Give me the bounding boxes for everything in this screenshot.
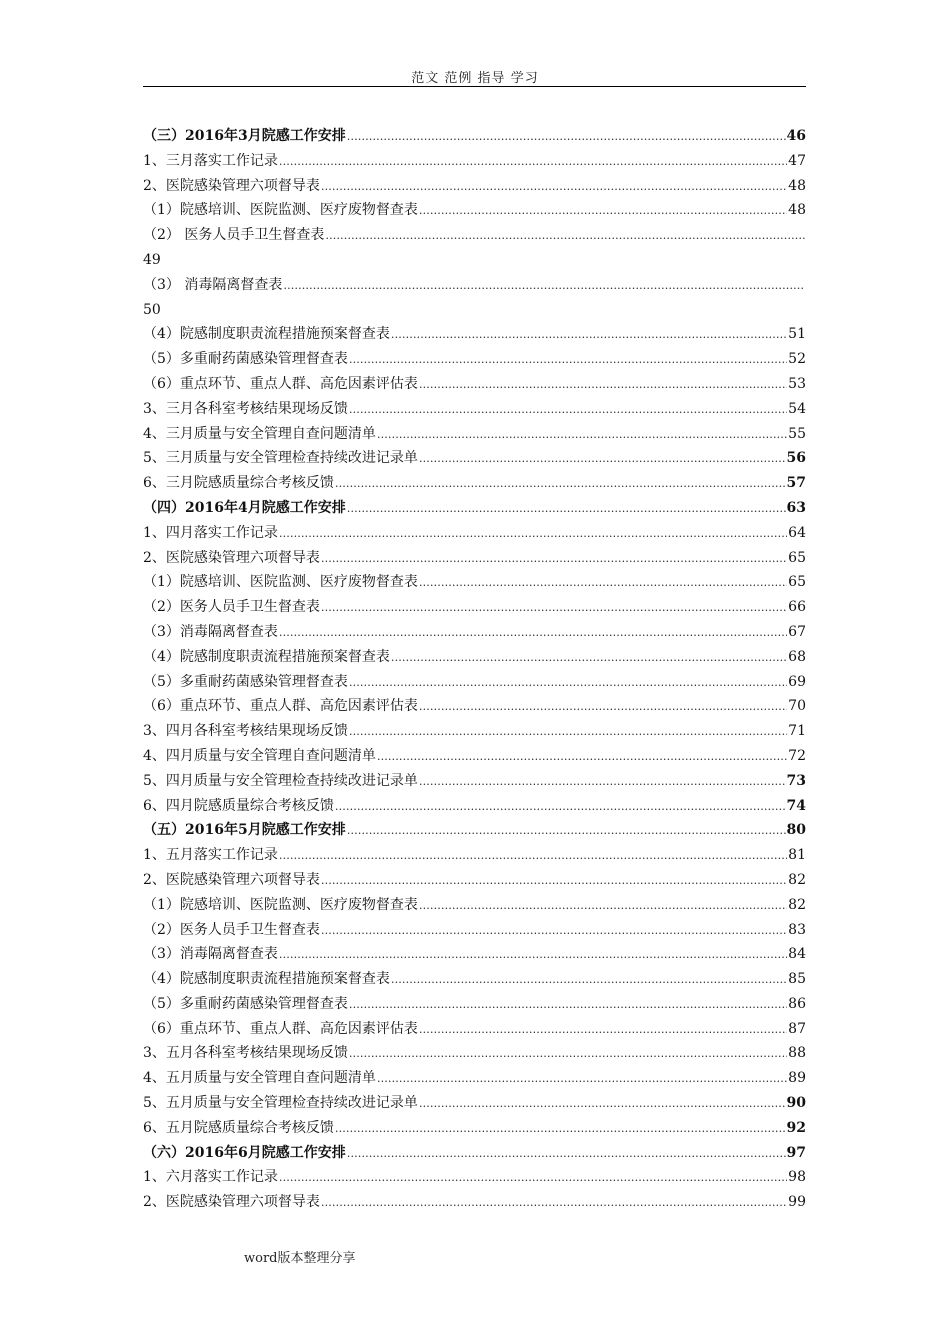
dot-leader xyxy=(347,819,786,844)
toc-entry[interactable] xyxy=(143,471,806,496)
toc-entry-title: 4、五月质量与安全管理自查问题清单 xyxy=(143,1070,376,1087)
toc-entry[interactable] xyxy=(143,942,806,967)
toc-entry-title: （6）重点环节、重点人群、高危因素评估表 xyxy=(143,375,418,392)
toc-entry-title: 5、四月质量与安全管理检查持续改进记录单 xyxy=(143,772,418,789)
toc-entry[interactable] xyxy=(143,818,806,843)
toc-entry-title: （3）消毒隔离督查表 xyxy=(143,623,278,640)
toc-entry-title: 6、四月院感质量综合考核反馈 xyxy=(143,797,334,814)
toc-entry-title: 3、五月各科室考核结果现场反馈 xyxy=(143,1045,348,1062)
toc-entry[interactable] xyxy=(143,1066,806,1091)
toc-entry-title: 1、三月落实工作记录 xyxy=(143,152,278,169)
toc-entry-page-number: 52 xyxy=(788,351,806,368)
toc-entry[interactable] xyxy=(143,1141,806,1166)
toc-entry-page-number: 72 xyxy=(788,747,806,764)
toc-entry[interactable] xyxy=(143,719,806,744)
toc-entry-title: （六）2016年6月院感工作安排 xyxy=(143,1144,346,1161)
toc-entry-page-number: 57 xyxy=(786,475,806,492)
toc-entry-page-number: 66 xyxy=(788,599,806,616)
dot-leader xyxy=(321,175,787,200)
toc-entry-title: （5）多重耐药菌感染管理督查表 xyxy=(143,995,348,1012)
toc-entry-title: （4）院感制度职责流程措施预案督查表 xyxy=(143,971,390,988)
dot-leader xyxy=(349,1042,787,1067)
toc-entry-page-number: 48 xyxy=(788,202,806,219)
toc-entry-title: （1）院感培训、医院监测、医疗废物督查表 xyxy=(143,202,418,219)
toc-entry-page-number: 70 xyxy=(788,698,806,715)
toc-entry-page-number: 81 xyxy=(788,847,806,864)
toc-entry-page-number: 89 xyxy=(788,1070,806,1087)
toc-entry-page-number: 82 xyxy=(788,896,806,913)
toc-entry-title: 1、六月落实工作记录 xyxy=(143,1169,278,1186)
dot-leader xyxy=(419,894,787,919)
toc-entry-page-number: 48 xyxy=(788,177,806,194)
toc-entry-page-number: 63 xyxy=(786,499,806,516)
toc-entry-title: （1）院感培训、医院监测、医疗废物督查表 xyxy=(143,574,418,591)
dot-leader xyxy=(321,869,787,894)
toc-entry-title: （2）医务人员手卫生督查表 xyxy=(143,599,320,616)
toc-entry-page-number: 46 xyxy=(786,128,806,144)
toc-entry-title: 6、五月院感质量综合考核反馈 xyxy=(143,1119,334,1136)
dot-leader xyxy=(335,795,786,820)
dot-leader xyxy=(279,1166,787,1191)
toc-entry-page-number: 53 xyxy=(788,375,806,392)
toc-entry[interactable] xyxy=(143,570,806,595)
dot-leader xyxy=(283,274,805,299)
toc-entry[interactable] xyxy=(143,422,806,447)
dot-leader xyxy=(347,497,786,522)
toc-entry[interactable] xyxy=(143,744,806,769)
dot-leader xyxy=(321,596,787,621)
toc-entry-page-number: 87 xyxy=(788,1020,806,1037)
toc-entry-title: （1）院感培训、医院监测、医疗废物督查表 xyxy=(143,896,418,913)
dot-leader xyxy=(419,199,787,224)
toc-entry[interactable] xyxy=(143,595,806,620)
toc-entry-page-number: 73 xyxy=(786,772,806,789)
toc-entry[interactable] xyxy=(143,843,806,868)
toc-entry-page-number: 64 xyxy=(788,524,806,541)
toc-entry-page-number: 85 xyxy=(788,971,806,988)
toc-entry[interactable] xyxy=(143,521,806,546)
toc-entry-page-number: 56 xyxy=(786,450,806,467)
dot-leader xyxy=(391,323,787,348)
toc-entry[interactable] xyxy=(143,198,806,223)
dot-leader xyxy=(349,671,787,696)
toc-entry[interactable] xyxy=(143,893,806,918)
toc-entry[interactable] xyxy=(143,446,806,471)
dot-leader xyxy=(279,621,787,646)
toc-entry-page-number: 47 xyxy=(788,152,806,169)
toc-entry[interactable] xyxy=(143,620,806,645)
toc-entry-page-number: 80 xyxy=(786,822,806,839)
toc-entry-title: 6、三月院感质量综合考核反馈 xyxy=(143,475,334,492)
toc-entry[interactable] xyxy=(143,670,806,695)
toc-entry[interactable] xyxy=(143,769,806,794)
dot-leader xyxy=(279,943,787,968)
dot-leader xyxy=(349,993,787,1018)
toc-entry-page-number: 67 xyxy=(788,623,806,640)
dot-leader xyxy=(419,695,787,720)
toc-entry[interactable] xyxy=(143,347,806,372)
toc-entry[interactable] xyxy=(143,124,806,149)
toc-entry[interactable] xyxy=(143,694,806,719)
toc-entry-page-number: 84 xyxy=(788,946,806,963)
page-footer: word版本整理分享 xyxy=(244,1251,356,1266)
dot-leader xyxy=(321,1191,787,1216)
toc-entry-page-number: 88 xyxy=(788,1045,806,1062)
dot-leader xyxy=(349,720,787,745)
dot-leader xyxy=(279,844,787,869)
toc-entry[interactable] xyxy=(143,397,806,422)
toc-entry[interactable] xyxy=(143,1165,806,1190)
toc-entry[interactable] xyxy=(143,496,806,521)
toc-entry-page-number: 69 xyxy=(788,673,806,690)
toc-entry[interactable] xyxy=(143,868,806,893)
toc-entry[interactable] xyxy=(143,174,806,199)
dot-leader xyxy=(349,348,787,373)
toc-entry-page-number: 54 xyxy=(788,400,806,417)
dot-leader xyxy=(419,373,787,398)
toc-entry[interactable] xyxy=(143,918,806,943)
toc-entry-title: 4、三月质量与安全管理自查问题清单 xyxy=(143,425,376,442)
toc-entry-title: 3、三月各科室考核结果现场反馈 xyxy=(143,400,348,417)
toc-entry-title: （2）医务人员手卫生督查表 xyxy=(143,921,320,938)
toc-entry-title: 5、三月质量与安全管理检查持续改进记录单 xyxy=(143,450,418,467)
dot-leader xyxy=(321,919,787,944)
toc-entry-page-number: 68 xyxy=(788,648,806,665)
toc-entry[interactable] xyxy=(143,372,806,397)
dot-leader xyxy=(325,224,805,249)
toc-entry-page-number: 82 xyxy=(788,871,806,888)
toc-entry-page-number: 90 xyxy=(786,1095,806,1112)
toc-entry-title: （三）2016年3月院感工作安排 xyxy=(143,128,346,144)
toc-entry[interactable] xyxy=(143,1116,806,1141)
toc-entry-title: 2、医院感染管理六项督导表 xyxy=(143,1194,320,1211)
toc-entry-title: （4）院感制度职责流程措施预案督查表 xyxy=(143,326,390,343)
toc-entry-title: 5、五月质量与安全管理检查持续改进记录单 xyxy=(143,1095,418,1112)
toc-entry-page-number: 97 xyxy=(786,1144,806,1161)
dot-leader xyxy=(419,1018,787,1043)
toc-entry[interactable] xyxy=(143,546,806,571)
dot-leader xyxy=(347,125,786,150)
toc-entry-title: （2） 医务人员手卫生督查表 xyxy=(143,227,325,244)
dot-leader xyxy=(419,571,787,596)
toc-entry-title: （四）2016年4月院感工作安排 xyxy=(143,499,346,516)
toc-entry-title: 3、四月各科室考核结果现场反馈 xyxy=(143,723,348,740)
toc-entry-title: （4）院感制度职责流程措施预案督查表 xyxy=(143,648,390,665)
dot-leader xyxy=(279,150,787,175)
toc-entry[interactable] xyxy=(143,645,806,670)
toc-entry-title: 2、医院感染管理六项督导表 xyxy=(143,549,320,566)
toc-entry-title: 2、医院感染管理六项督导表 xyxy=(143,871,320,888)
dot-leader xyxy=(377,423,787,448)
toc-entry-page-number: 55 xyxy=(788,425,806,442)
dot-leader xyxy=(349,398,787,423)
toc-entry-title: （五）2016年5月院感工作安排 xyxy=(143,822,346,839)
toc-entry[interactable] xyxy=(143,794,806,819)
toc-entry-page-number: 98 xyxy=(788,1169,806,1186)
dot-leader xyxy=(419,770,786,795)
toc-entry[interactable] xyxy=(143,967,806,992)
dot-leader xyxy=(419,1092,786,1117)
toc-entry-page-number: 49 xyxy=(143,251,161,268)
dot-leader xyxy=(377,745,787,770)
toc-entry-title: 1、五月落实工作记录 xyxy=(143,847,278,864)
toc-entry[interactable] xyxy=(143,1041,806,1066)
toc-entry-title: （5）多重耐药菌感染管理督查表 xyxy=(143,673,348,690)
toc-entry-page-number: 50 xyxy=(143,301,161,318)
toc-entry-title: （6）重点环节、重点人群、高危因素评估表 xyxy=(143,698,418,715)
toc-entry[interactable] xyxy=(143,1017,806,1042)
toc-entry-title: （6）重点环节、重点人群、高危因素评估表 xyxy=(143,1020,418,1037)
toc-entry[interactable] xyxy=(143,273,806,323)
dot-leader xyxy=(377,1067,787,1092)
toc-entry-title: （3）消毒隔离督查表 xyxy=(143,946,278,963)
toc-entry-title: （3） 消毒隔离督查表 xyxy=(143,276,283,293)
table-of-contents xyxy=(143,124,806,1215)
toc-entry[interactable] xyxy=(143,322,806,347)
toc-entry[interactable] xyxy=(143,1091,806,1116)
toc-entry-title: 2、医院感染管理六项督导表 xyxy=(143,177,320,194)
toc-entry-page-number: 92 xyxy=(786,1119,806,1136)
toc-entry-page-number: 51 xyxy=(788,326,806,343)
toc-entry-title: 4、四月质量与安全管理自查问题清单 xyxy=(143,747,376,764)
toc-entry-page-number: 99 xyxy=(788,1194,806,1211)
toc-entry[interactable] xyxy=(143,149,806,174)
toc-entry-page-number: 65 xyxy=(788,549,806,566)
header-divider xyxy=(143,86,806,87)
toc-entry-page-number: 83 xyxy=(788,921,806,938)
page-header: 范文 范例 指导 学习 xyxy=(411,71,539,86)
dot-leader xyxy=(321,547,787,572)
dot-leader xyxy=(279,522,787,547)
dot-leader xyxy=(419,447,786,472)
toc-entry-page-number: 65 xyxy=(788,574,806,591)
toc-entry[interactable] xyxy=(143,1190,806,1215)
toc-entry-page-number: 74 xyxy=(786,797,806,814)
dot-leader xyxy=(391,968,787,993)
dot-leader xyxy=(391,646,787,671)
toc-entry[interactable] xyxy=(143,223,806,273)
toc-entry-title: 1、四月落实工作记录 xyxy=(143,524,278,541)
toc-entry[interactable] xyxy=(143,992,806,1017)
toc-entry-page-number: 86 xyxy=(788,995,806,1012)
dot-leader xyxy=(335,1117,786,1142)
dot-leader xyxy=(347,1142,786,1167)
toc-entry-page-number: 71 xyxy=(788,723,806,740)
toc-entry-title: （5）多重耐药菌感染管理督查表 xyxy=(143,351,348,368)
dot-leader xyxy=(335,472,786,497)
